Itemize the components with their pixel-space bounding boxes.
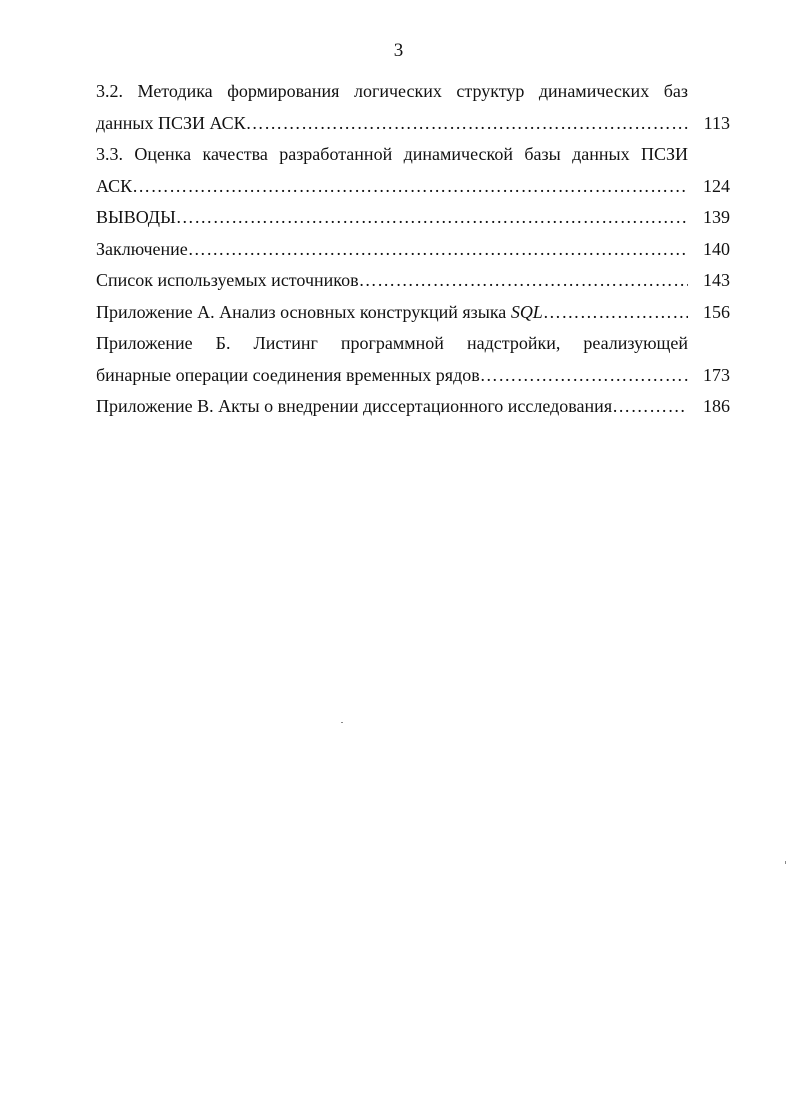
toc-entry-text: АСК [96, 175, 133, 196]
toc-page-number: 173 [703, 364, 730, 385]
scan-speck [785, 861, 786, 864]
toc-entry-text: Приложение Б. Листинг программной надстройки, реализующей [96, 333, 688, 353]
dot-leader [480, 360, 688, 392]
toc-entry-text: данных ПСЗИ АСК [96, 112, 246, 133]
table-of-contents [96, 76, 730, 423]
toc-entry-text: Список используемых источников [96, 270, 359, 290]
dot-leader [246, 108, 688, 140]
scan-speck [341, 722, 343, 723]
toc-page-number: 156 [703, 301, 730, 322]
toc-entry-text: 3.3. Оценка качества разработанной динамической базы данных ПСЗИ [96, 144, 688, 164]
dot-leader [359, 265, 688, 297]
toc-entry-appendix-a[interactable] [96, 297, 730, 329]
toc-entry-text: Приложение В. Акты о внедрении диссертационного исследования [96, 396, 613, 416]
toc-page-number: 140 [703, 238, 730, 259]
dot-leader [188, 234, 688, 266]
toc-entry-references[interactable] [96, 265, 730, 297]
toc-entry-3-2[interactable] [96, 76, 730, 139]
dot-leader [543, 297, 688, 329]
toc-page-number: 186 [703, 396, 730, 416]
toc-entry-text: 3.2. Методика формирования логических структур динамических баз [96, 81, 688, 101]
toc-entry-conclusions[interactable] [96, 202, 730, 234]
toc-entry-appendix-v[interactable] [96, 391, 730, 423]
toc-page-number: 113 [703, 112, 730, 133]
dot-leader [176, 202, 688, 234]
toc-entry-text: Заключение [96, 238, 188, 259]
toc-page-number: 143 [703, 270, 730, 290]
dot-leader [612, 391, 688, 423]
toc-entry-3-3[interactable] [96, 139, 730, 202]
toc-entry-text: бинарные операции соединения временных рядов [96, 364, 480, 385]
toc-page-number: 139 [703, 207, 730, 227]
toc-entry-prefix: Приложение А. Анализ основных конструкций языка [96, 301, 511, 322]
sql-keyword: SQL [510, 301, 543, 322]
toc-entry-conclusion[interactable] [96, 234, 730, 266]
toc-entry-text: ВЫВОДЫ [96, 207, 176, 227]
toc-page-number: 124 [703, 175, 730, 196]
toc-entry-appendix-b[interactable] [96, 328, 730, 391]
toc-entry-text [96, 297, 543, 329]
page-number: 3 [393, 40, 404, 61]
dot-leader [132, 171, 688, 203]
